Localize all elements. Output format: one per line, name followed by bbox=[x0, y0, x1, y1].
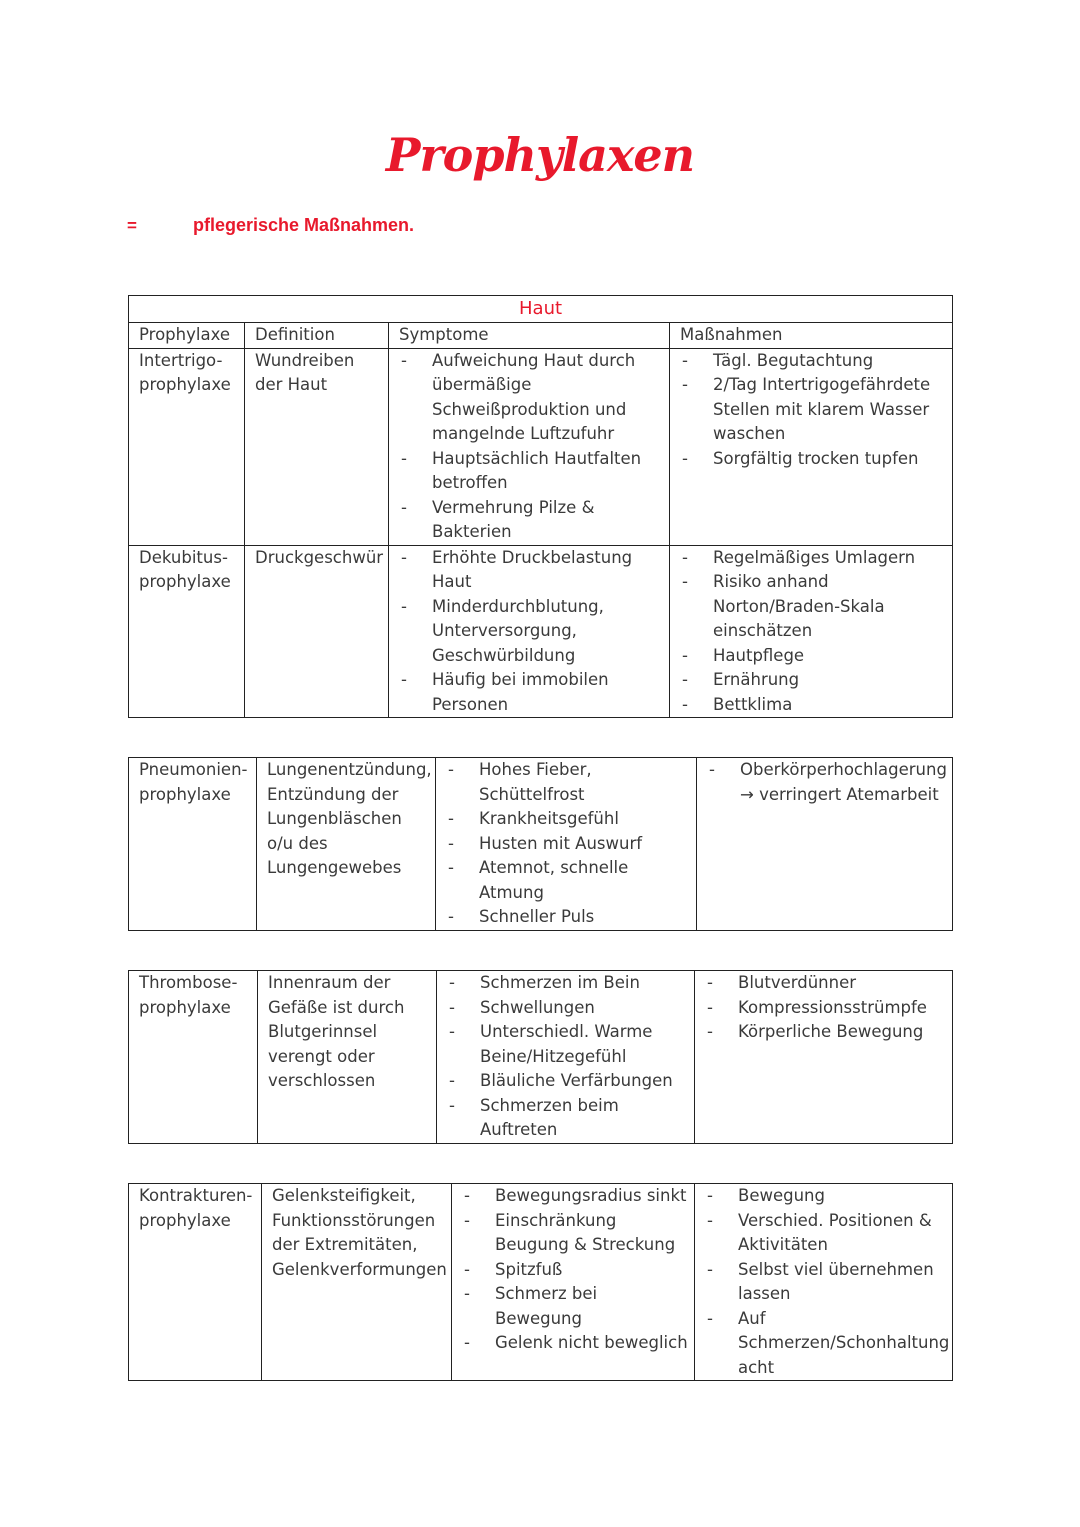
symptom-item: - Schmerz bei Bewegung bbox=[462, 1282, 688, 1331]
symptom-item: - Gelenk nicht beweglich bbox=[462, 1331, 688, 1356]
symptom-item: - Unterschiedl. Warme Beine/Hitzegefühl bbox=[447, 1020, 688, 1069]
measure-item: - Oberkörperhochlagerung → verringert Atemarbeit bbox=[707, 758, 946, 807]
measure-item: - Sorgfältig trocken tupfen bbox=[680, 447, 946, 472]
symptom-item: - Schneller Puls bbox=[446, 905, 690, 930]
measures-cell bbox=[670, 545, 953, 718]
definition-cell: Lungenentzündung, Entzündung der Lungenbläschen o/u des Lungengewebes bbox=[257, 758, 436, 931]
prophylaxe-name-line: prophylaxe bbox=[139, 784, 231, 804]
measures-cell bbox=[670, 348, 953, 545]
symptom-item: - Spitzfuß bbox=[462, 1258, 688, 1283]
symptom-item: - Einschränkung Beugung & Streckung bbox=[462, 1209, 688, 1258]
symptom-item: - Husten mit Auswurf bbox=[446, 832, 690, 857]
symptom-item: - Minderdurchblutung, Unterversorgung, Geschwürbildung bbox=[399, 595, 663, 669]
prophylaxe-name-line: prophylaxe bbox=[139, 997, 231, 1017]
definition-cell: Innenraum der Gefäße ist durch Blutgerinnsel verengt oder verschlossen bbox=[258, 971, 437, 1144]
table-row bbox=[129, 1184, 953, 1381]
symptom-item: - Bläuliche Verfärbungen bbox=[447, 1069, 688, 1094]
measure-item: - Auf Schmerzen/Schonhaltung acht bbox=[705, 1307, 946, 1381]
column-header: Symptome bbox=[389, 323, 670, 349]
definition-text: pflegerische Maßnahmen. bbox=[193, 215, 415, 235]
measure-item: - 2/Tag Intertrigogefährdete Stellen mit klarem Wasser waschen bbox=[680, 373, 946, 447]
measure-item: - Kompressionsstrümpfe bbox=[705, 996, 946, 1021]
symptoms-cell bbox=[389, 545, 670, 718]
prophylaxe-name-line: Intertrigo- bbox=[139, 350, 223, 370]
prophylaxe-cell bbox=[129, 758, 257, 931]
measure-item: - Bettklima bbox=[680, 693, 946, 718]
prophylaxe-cell bbox=[129, 971, 258, 1144]
haut-table bbox=[128, 295, 953, 718]
symptom-item: - Krankheitsgefühl bbox=[446, 807, 690, 832]
measure-item: - Selbst viel übernehmen lassen bbox=[705, 1258, 946, 1307]
prophylaxe-name-line: prophylaxe bbox=[139, 375, 231, 394]
prophylaxe-name-line: Kontrakturen- bbox=[139, 1186, 253, 1205]
measures-cell bbox=[695, 1184, 953, 1381]
prophylaxe-cell bbox=[129, 545, 245, 718]
prophylaxe-cell bbox=[129, 1184, 262, 1381]
column-header: Maßnahmen bbox=[670, 323, 953, 349]
measures-cell bbox=[695, 971, 953, 1144]
measure-item: - Körperliche Bewegung bbox=[705, 1020, 946, 1045]
measure-item: - Verschied. Positionen & Aktivitäten bbox=[705, 1209, 946, 1258]
measure-item: - Regelmäßiges Umlagern bbox=[680, 546, 946, 571]
symptom-item: - Atemnot, schnelle Atmung bbox=[446, 856, 690, 905]
prophylaxe-name-line: prophylaxe bbox=[139, 572, 231, 591]
measures-cell bbox=[697, 758, 953, 931]
prophylaxe-name-line: Dekubitus- bbox=[139, 547, 228, 567]
symptoms-cell bbox=[452, 1184, 695, 1381]
symptom-item: - Häufig bei immobilen Personen bbox=[399, 668, 663, 717]
symptom-item: - Erhöhte Druckbelastung Haut bbox=[399, 546, 663, 595]
symptom-item: - Bewegungsradius sinkt bbox=[462, 1184, 688, 1209]
symptoms-cell bbox=[437, 971, 695, 1144]
measure-item: - Blutverdünner bbox=[705, 971, 946, 996]
table-row bbox=[129, 348, 953, 545]
table-header-row bbox=[129, 323, 953, 349]
column-header: Definition bbox=[245, 323, 389, 349]
definition-cell: Druckgeschwür bbox=[245, 545, 389, 718]
symptoms-cell bbox=[389, 348, 670, 545]
symptom-item: - Schwellungen bbox=[447, 996, 688, 1021]
measure-item: - Bewegung bbox=[705, 1184, 946, 1209]
table-heading: Haut bbox=[129, 296, 953, 323]
symptom-item: - Hauptsächlich Hautfalten betroffen bbox=[399, 447, 663, 496]
table-row bbox=[129, 971, 953, 1144]
symptom-item: - Schmerzen im Bein bbox=[447, 971, 688, 996]
prophylaxe-name-line: prophylaxe bbox=[139, 1210, 231, 1230]
prophylaxe-cell bbox=[129, 348, 245, 545]
page-title: Prophylaxen bbox=[385, 128, 695, 182]
column-header: Prophylaxe bbox=[129, 323, 245, 349]
symptom-item: - Schmerzen beim Auftreten bbox=[447, 1094, 688, 1143]
definition-cell: Wundreiben der Haut bbox=[245, 348, 389, 545]
symptom-item: - Hohes Fieber, Schüttelfrost bbox=[446, 758, 690, 807]
symptoms-cell bbox=[436, 758, 697, 931]
kontraktur-table bbox=[128, 1183, 953, 1381]
definition-cell: Gelenksteifigkeit, Funktionsstörungen der Extremitäten, Gelenkverformungen bbox=[262, 1184, 452, 1381]
prophylaxe-name-line: Pneumonien- bbox=[139, 760, 248, 779]
symptom-item: - Aufweichung Haut durch übermäßige Schweißproduktion und mangelnde Luftzufuhr bbox=[399, 349, 663, 447]
measure-item: - Ernährung bbox=[680, 668, 946, 693]
measure-item: - Risiko anhand Norton/Braden-Skala einschätzen bbox=[680, 570, 946, 644]
pneumonie-table bbox=[128, 757, 953, 931]
definition-symbol: = bbox=[127, 216, 137, 235]
measure-item: - Hautpflege bbox=[680, 644, 946, 669]
table-row bbox=[129, 545, 953, 718]
table-row bbox=[129, 758, 953, 931]
prophylaxe-name-line: Thrombose- bbox=[139, 973, 238, 992]
measure-item: - Tägl. Begutachtung bbox=[680, 349, 946, 374]
thrombose-table bbox=[128, 970, 953, 1144]
symptom-item: - Vermehrung Pilze & Bakterien bbox=[399, 496, 663, 545]
